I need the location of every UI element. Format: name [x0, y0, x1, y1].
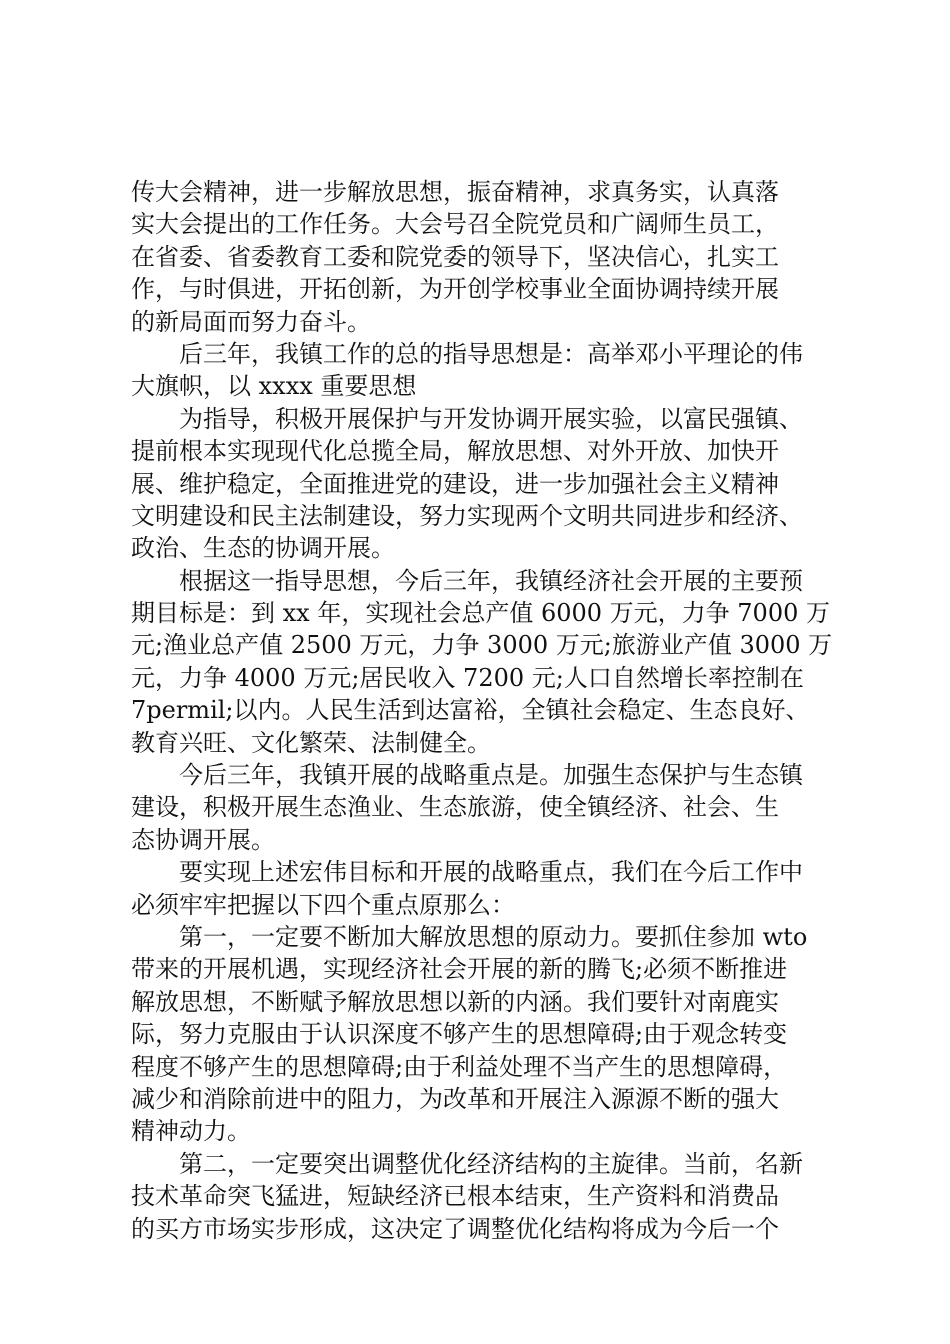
text-line: 展、维护稳定，全面推进党的建设，进一步加强社会主义精神 [131, 469, 779, 498]
text-line: 元;渔业总产值 2500 万元，力争 3000 万元;旅游业产值 3000 万 [131, 631, 833, 660]
paragraph-start-line: 今后三年，我镇开展的战略重点是。加强生态保护与生态镇 [179, 761, 803, 790]
text-line: 元，力争 4000 万元;居民收入 7200 元;人口自然增长率控制在 [131, 663, 804, 692]
text-line: 际，努力克服由于认识深度不够产生的思想障碍;由于观念转变 [131, 1020, 788, 1049]
text-line: 在省委、省委教育工委和院党委的领导下，坚决信心，扎实工 [131, 242, 779, 271]
text-line: 教育兴旺、文化繁荣、法制健全。 [131, 728, 491, 757]
text-line: 减少和消除前进中的阻力，为改革和开展注入源源不断的强大 [131, 1084, 779, 1113]
text-line: 文明建设和民主法制建设，努力实现两个文明共同进步和经济、 [131, 501, 803, 530]
text-line: 技术革命突飞猛进，短缺经济已根本结束，生产资料和消费品 [131, 1182, 779, 1211]
paragraph-start-line: 根据这一指导思想，今后三年，我镇经济社会开展的主要预 [179, 566, 803, 595]
paragraph-start-line: 后三年，我镇工作的总的指导思想是：高举邓小平理论的伟 [179, 339, 803, 368]
text-line: 实大会提出的工作任务。大会号召全院党员和广阔师生员工， [131, 210, 779, 239]
text-line: 大旗帜，以 xxxx 重要思想 [131, 372, 417, 401]
text-line: 解放思想，不断赋予解放思想以新的内涵。我们要针对南鹿实 [131, 987, 779, 1016]
text-line: 的买方市场实步形成，这决定了调整优化结构将成为今后一个 [131, 1214, 779, 1243]
text-line: 建设，积极开展生态渔业、生态旅游，使全镇经济、社会、生 [131, 793, 779, 822]
text-line: 的新局面而努力奋斗。 [131, 307, 371, 336]
document-body [131, 176, 851, 1245]
text-line: 期目标是：到 xx 年，实现社会总产值 6000 万元，力争 7000 万 [131, 599, 830, 628]
text-line: 必须牢牢把握以下四个重点原那么： [131, 890, 515, 919]
paragraph-start-line: 第二，一定要突出调整优化经济结构的主旋律。当前，名新 [179, 1149, 803, 1178]
text-line: 作，与时俱进，开拓创新，为开创学校事业全面协调持续开展 [131, 275, 779, 304]
text-line: 政治、生态的协调开展。 [131, 534, 395, 563]
text-line: 带来的开展机遇，实现经济社会开展的新的腾飞;必须不断推进 [131, 955, 788, 984]
text-line: 态协调开展。 [131, 825, 275, 854]
paragraph-start-line: 为指导，积极开展保护与开发协调开展实验，以富民强镇、 [179, 404, 803, 433]
text-line: 传大会精神，进一步解放思想，振奋精神，求真务实，认真落 [131, 178, 779, 206]
text-line: 提前根本实现现代化总揽全局，解放思想、对外开放、加快开 [131, 437, 779, 466]
text-line: 精神动力。 [131, 1117, 251, 1146]
text-line: 程度不够产生的思想障碍;由于利益处理不当产生的思想障碍， [131, 1052, 788, 1081]
paragraph-start-line: 要实现上述宏伟目标和开展的战略重点，我们在今后工作中 [179, 858, 803, 887]
text-line: 7permil;以内。人民生活到达富裕，全镇社会稳定、生态良好、 [131, 696, 810, 725]
paragraph-start-line: 第一，一定要不断加大解放思想的原动力。要抓住参加 wto [179, 922, 808, 951]
